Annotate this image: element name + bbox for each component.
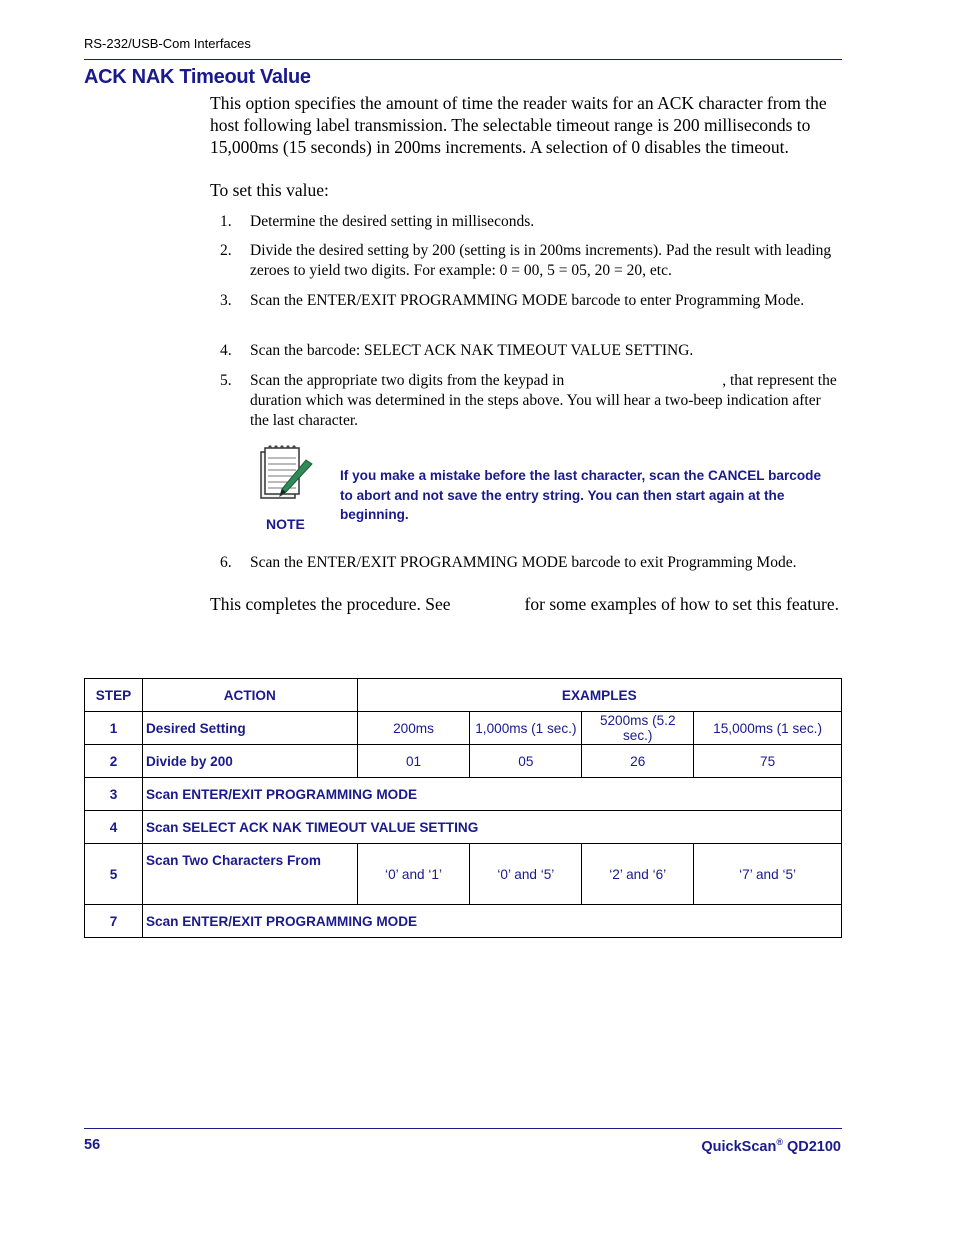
step-cell: 3: [85, 778, 143, 811]
step-number: 4.: [220, 342, 232, 359]
action-cell: Desired Setting: [142, 712, 357, 745]
action-cell: Scan ENTER/EXIT PROGRAMMING MODE: [142, 905, 841, 938]
table-row: [85, 778, 842, 811]
header-rule: [84, 59, 842, 60]
example-cell: 01: [357, 745, 470, 778]
step-text: Scan the ENTER/EXIT PROGRAMMING MODE barcode to enter Programming Mode.: [250, 292, 805, 309]
example-cell: 1,000ms (1 sec.): [470, 712, 582, 745]
note-label: NOTE: [266, 516, 305, 532]
step-cell: 1: [85, 712, 143, 745]
intro-paragraph: This option specifies the amount of time the reader waits for an ACK character from the host following label transmission. The selectable timeout range is 200 milliseconds to 15,000ms (15 seconds) in 200ms increments. A selection of 0 disables the timeout.: [210, 93, 827, 157]
completes-paragraph: [210, 593, 850, 615]
step-text: Scan the barcode: SELECT ACK NAK TIMEOUT VALUE SETTING.: [250, 342, 694, 359]
action-cell: Scan Two Characters From: [142, 844, 357, 905]
step-text: Divide the desired setting by 200 (setting is in 200ms increments). Pad the result with leading zeroes to yield two digits. For example: 0 = 00, 5 = 05, 20 = 20, etc.: [250, 242, 832, 279]
table-row: [85, 712, 842, 745]
step-cell: 7: [85, 905, 143, 938]
example-cell: ‘7’ and ‘5’: [694, 844, 842, 905]
step-number: 3.: [220, 292, 232, 309]
example-cell: ‘0’ and ‘5’: [470, 844, 582, 905]
step-cell: 5: [85, 844, 143, 905]
note-notepad-icon: [256, 442, 316, 502]
section-title: ACK NAK Timeout Value: [84, 66, 311, 88]
header-action: ACTION: [142, 679, 357, 712]
table-row: [85, 844, 842, 905]
step-text-part-a: Scan the appropriate two digits from the keypad in: [250, 372, 565, 389]
completes-text-b: for some examples of how to set this feature.: [524, 594, 839, 614]
example-cell: ‘2’ and ‘6’: [582, 844, 694, 905]
step-text: Scan the ENTER/EXIT PROGRAMMING MODE barcode to exit Programming Mode.: [250, 554, 797, 571]
product-model: QD2100: [786, 1138, 841, 1155]
step-number: 2.: [220, 242, 232, 259]
step-cell: 4: [85, 811, 143, 844]
example-cell: ‘0’ and ‘1’: [357, 844, 470, 905]
step-3: [220, 291, 840, 311]
examples-table: [84, 678, 842, 938]
header-step: STEP: [85, 679, 143, 712]
product-name: [701, 1137, 841, 1155]
example-cell: 26: [582, 745, 694, 778]
example-cell: 75: [694, 745, 842, 778]
header-examples: EXAMPLES: [357, 679, 841, 712]
step-2: [220, 241, 840, 281]
running-header: RS-232/USB-Com Interfaces: [84, 36, 251, 51]
example-cell: 5200ms (5.2 sec.): [582, 712, 694, 745]
example-cell: 05: [470, 745, 582, 778]
table-row: [85, 905, 842, 938]
table-header-row: [85, 679, 842, 712]
step-number: 1.: [220, 213, 232, 230]
step-text: Determine the desired setting in milliseconds.: [250, 213, 535, 230]
table-row: [85, 811, 842, 844]
to-set-label: To set this value:: [210, 180, 329, 200]
table-row: [85, 745, 842, 778]
footer-rule: [84, 1128, 842, 1129]
step-cell: 2: [85, 745, 143, 778]
example-cell: 200ms: [357, 712, 470, 745]
step-4: [220, 341, 840, 361]
product-brand: QuickScan: [701, 1138, 777, 1155]
note-text: If you make a mistake before the last character, scan the CANCEL barcode to abort and not save the entry string. You can then start again at the beginning.: [340, 468, 821, 522]
completes-text-a: This completes the procedure. See: [210, 594, 451, 614]
action-cell: Divide by 200: [142, 745, 357, 778]
page-number: 56: [84, 1137, 101, 1153]
action-cell: Scan ENTER/EXIT PROGRAMMING MODE: [142, 778, 841, 811]
step-text-part-b: , that represent the duration which was determined in the steps above. You will hear a two-beep indication after the last character.: [250, 372, 837, 429]
step-6: [220, 553, 840, 573]
action-cell: Scan SELECT ACK NAK TIMEOUT VALUE SETTING: [142, 811, 841, 844]
step-5: [220, 371, 840, 431]
example-cell: 15,000ms (1 sec.): [694, 712, 842, 745]
registered-mark: ®: [776, 1137, 783, 1147]
step-number: 6.: [220, 554, 232, 571]
step-number: 5.: [220, 372, 232, 389]
step-1: [220, 212, 840, 232]
